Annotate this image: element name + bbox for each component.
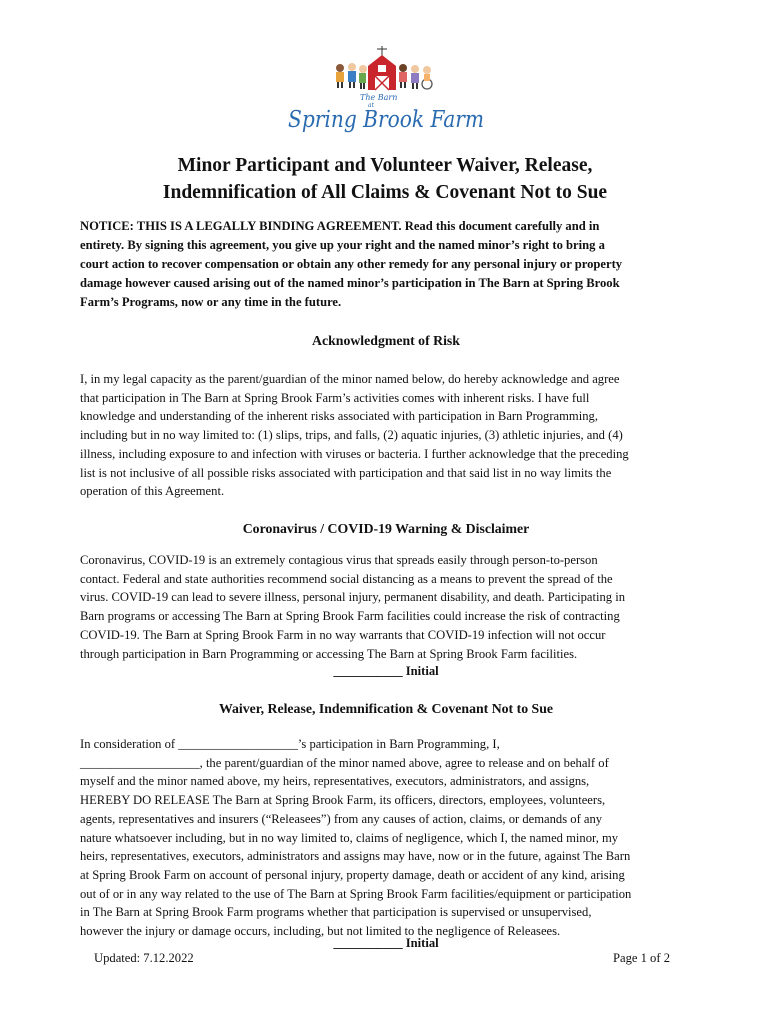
- notice-line: Farm’s Programs, now or any time in the future.: [80, 295, 342, 309]
- updated-date: Updated: 7.12.2022: [94, 951, 194, 965]
- paragraph-line: Barn programs or accessing The Barn at Spring Brook Farm facilities could increase the risk of contracting: [80, 609, 620, 624]
- paragraph-line: out of or in any way related to the use of The Barn at Spring Brook Farm facilities/equipment or participation: [80, 886, 632, 901]
- paragraph-line[interactable]: ___________________, the parent/guardian of the minor named above, agree to release and on behalf of: [80, 755, 609, 770]
- paragraph-line: including but in no way limited to: (1) slips, trips, and falls, (2) aquatic injuries, (3) athletic injuries, and (4): [80, 428, 623, 443]
- paragraph-line: nature whatsoever including, but in no way limited to, claims of negligence, which I, the named minor, my: [80, 830, 619, 845]
- logo-line3: Spring Brook Farm: [288, 107, 484, 133]
- paragraph-line: I, in my legal capacity as the parent/guardian of the minor named below, do hereby acknowledge and agree: [80, 372, 620, 386]
- covid-heading: Coronavirus / COVID-19 Warning & Disclaimer: [242, 521, 530, 536]
- paragraph-line: COVID-19. The Barn at Spring Brook Farm in no way warrants that COVID-19 infection will not occur: [80, 627, 606, 642]
- notice-line: entirety. By signing this agreement, you give up your right and the named minor’s right to bring a: [80, 238, 605, 252]
- title-line-2: Indemnification of All Claims & Covenant Not to Sue: [162, 182, 608, 203]
- document-title: [0, 152, 770, 206]
- notice-line: NOTICE: THIS IS A LEGALLY BINDING AGREEMENT. Read this document carefully and in: [80, 219, 600, 233]
- paragraph-line: knowledge and understanding of the inherent risks associated with participation in Barn Programming,: [80, 409, 598, 424]
- paragraph-line: in The Barn at Spring Brook Farm programs whether that participation is supervised or unsupervised,: [80, 905, 592, 920]
- spring-brook-farm-logo: [282, 44, 490, 136]
- covid-paragraph: [80, 551, 695, 663]
- logo-line1: The Barn: [360, 93, 398, 102]
- notice-line: damage however caused arising out of the named minor’s participation in The Barn at Spring Brook: [80, 276, 620, 290]
- paragraph-line: through participation in Barn Programming or accessing The Barn at Spring Brook Farm facilities.: [80, 646, 578, 661]
- paragraph-line: HEREBY DO RELEASE The Barn at Spring Brook Farm, its officers, directors, employees, volunteers,: [80, 793, 606, 808]
- risk-heading: Acknowledgment of Risk: [312, 333, 460, 348]
- paragraph-line: myself and the minor named above, my heirs, representatives, executors, administrators, and assigns,: [80, 774, 590, 789]
- risk-paragraph: [80, 370, 695, 501]
- paragraph-line: Coronavirus, COVID-19 is an extremely contagious virus that spreads easily through person-to-person: [80, 553, 598, 567]
- paragraph-line: illness, including exposure to and infection with viruses or bacteria. I further acknowledge that the preceding: [80, 446, 629, 461]
- paragraph-line: contact. Federal and state authorities recommend social distancing as a means to prevent the spread of the: [80, 571, 613, 586]
- logo-line2: at: [368, 102, 374, 109]
- paragraph-line[interactable]: In consideration of ___________________’s participation in Barn Programming, I,: [80, 737, 500, 751]
- covid-initial-field[interactable]: ___________ Initial: [333, 664, 439, 678]
- notice-line: court action to recover compensation or obtain any other remedy for any personal injury or property: [80, 257, 623, 271]
- waiver-heading: Waiver, Release, Indemnification & Covenant Not to Sue: [218, 701, 554, 716]
- title-line-1: Minor Participant and Volunteer Waiver, Release,: [177, 155, 593, 176]
- paragraph-line: heirs, representatives, executors, administrators and assigns may have, now or in the future, against The Barn: [80, 849, 631, 864]
- legal-notice: [80, 217, 692, 312]
- paragraph-line: however the injury or damage occurs, including, but not limited to the negligence of Releasees.: [80, 924, 561, 939]
- paragraph-line: virus. COVID-19 can lead to severe illness, personal injury, permanent disability, and death. Participating in: [80, 590, 626, 605]
- page-number: Page 1 of 2: [612, 951, 670, 965]
- waiver-initial-field[interactable]: ___________ Initial: [333, 936, 439, 950]
- paragraph-line: agents, representatives and insurers (“Releasees”) from any causes of action, claims, or demands of any: [80, 811, 603, 826]
- waiver-paragraph: [80, 735, 695, 941]
- paragraph-line: at Spring Brook Farm on account of personal injury, property damage, death or accident of any kind, arising: [80, 867, 625, 882]
- paragraph-line: that participation in The Barn at Spring Brook Farm’s activities comes with inherent risks. I have full: [80, 390, 590, 405]
- paragraph-line: operation of this Agreement.: [80, 484, 225, 499]
- paragraph-line: list is not inclusive of all possible risks associated with participation and that said list in no way limits the: [80, 465, 612, 480]
